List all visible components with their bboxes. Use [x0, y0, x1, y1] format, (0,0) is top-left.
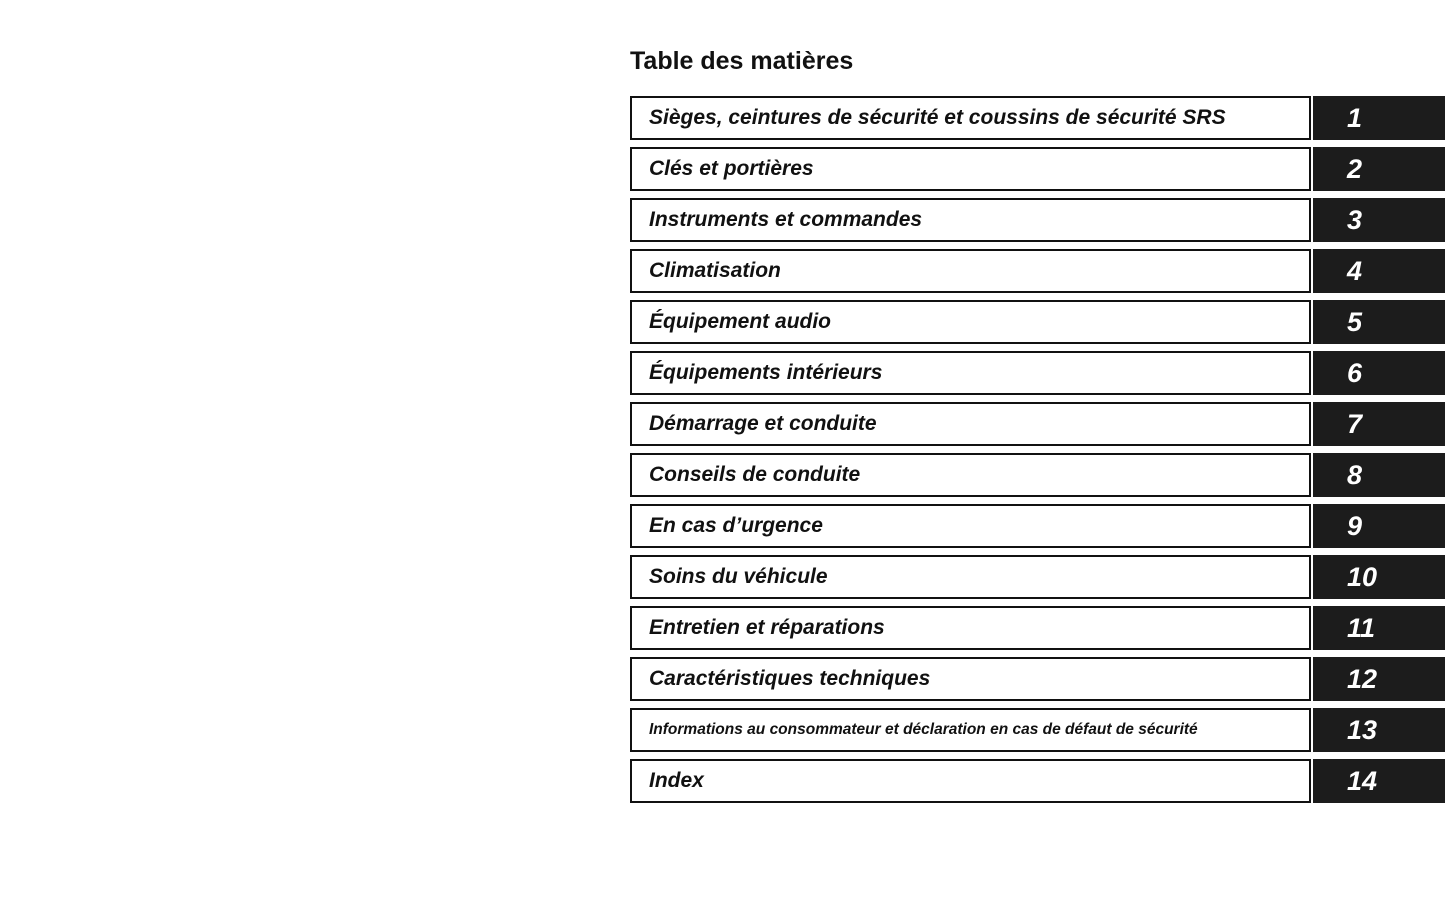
toc-row-number: 14 [1347, 765, 1378, 796]
toc-row-label: Clés et portières [649, 157, 814, 180]
toc-row-number-tab [1313, 606, 1445, 650]
toc-row-number: 10 [1347, 561, 1378, 592]
toc-row-number-tab [1313, 96, 1445, 140]
toc-row-number-tab [1313, 504, 1445, 548]
toc-row-label-box [630, 300, 1311, 344]
toc-rows [630, 96, 1445, 810]
toc-row-label-box [630, 198, 1311, 242]
toc-row-number: 2 [1347, 153, 1363, 184]
toc-row [630, 249, 1445, 293]
toc-row [630, 351, 1445, 395]
toc-row-label-box [630, 249, 1311, 293]
toc-row-number-tab [1313, 759, 1445, 803]
toc-row-number: 8 [1347, 459, 1363, 490]
toc-row [630, 708, 1445, 752]
toc-row-number: 5 [1347, 306, 1363, 337]
toc-row-label: Soins du véhicule [649, 565, 828, 588]
toc-row [630, 453, 1445, 497]
toc-row-number: 4 [1347, 255, 1363, 286]
toc-row-label-box [630, 555, 1311, 599]
toc-row-number: 3 [1347, 204, 1363, 235]
toc-row [630, 300, 1445, 344]
toc-row-number: 12 [1347, 663, 1378, 694]
toc-row-number-tab [1313, 147, 1445, 191]
toc-row-number: 7 [1347, 408, 1363, 439]
toc-row-number: 11 [1347, 612, 1376, 643]
toc-row-label: Entretien et réparations [649, 616, 885, 639]
toc-row-label: Équipement audio [649, 310, 832, 333]
toc-row-label-box [630, 147, 1311, 191]
toc-row-label: Instruments et commandes [649, 208, 923, 231]
toc-row-label-box [630, 504, 1311, 548]
toc-row-label-box [630, 453, 1311, 497]
toc-row [630, 555, 1445, 599]
toc-row-number-tab [1313, 249, 1445, 293]
toc-row-label-box [630, 96, 1311, 140]
toc-row-label: Conseils de conduite [649, 463, 861, 486]
toc-row-number-tab [1313, 198, 1445, 242]
toc-row-label: Démarrage et conduite [649, 412, 877, 435]
toc-row-label-box [630, 606, 1311, 650]
toc-row-label: Caractéristiques techniques [649, 667, 931, 690]
toc-row-number-tab [1313, 453, 1445, 497]
toc-row-number-tab [1313, 402, 1445, 446]
page-title: Table des matières [630, 47, 854, 75]
toc-row-label: Équipements intérieurs [649, 361, 883, 384]
toc-row [630, 198, 1445, 242]
toc-row [630, 759, 1445, 803]
toc-row-number-tab [1313, 708, 1445, 752]
toc-row-number-tab [1313, 657, 1445, 701]
toc-row-number-tab [1313, 351, 1445, 395]
toc-row [630, 657, 1445, 701]
toc-row-label: En cas d’urgence [649, 514, 823, 537]
toc-row [630, 402, 1445, 446]
toc-row-number-tab [1313, 300, 1445, 344]
toc-row-number: 13 [1347, 714, 1378, 745]
toc-row [630, 147, 1445, 191]
toc-row-label-box [630, 708, 1311, 752]
toc-row-number: 6 [1347, 357, 1363, 388]
toc-row-label: Informations au consommateur et déclaration en cas de défaut de sécurité [649, 721, 1198, 738]
toc-row-label-box [630, 351, 1311, 395]
toc-row-label: Index [649, 769, 704, 792]
toc-row [630, 606, 1445, 650]
toc-row-label: Climatisation [649, 259, 781, 282]
toc-row-number: 9 [1347, 510, 1363, 541]
toc-row [630, 504, 1445, 548]
toc-row [630, 96, 1445, 140]
toc-row-number-tab [1313, 555, 1445, 599]
toc-row-label-box [630, 759, 1311, 803]
toc-row-label-box [630, 402, 1311, 446]
toc-row-label: Sièges, ceintures de sécurité et coussins de sécurité SRS [649, 106, 1226, 129]
toc-row-number: 1 [1347, 102, 1363, 133]
toc-row-label-box [630, 657, 1311, 701]
